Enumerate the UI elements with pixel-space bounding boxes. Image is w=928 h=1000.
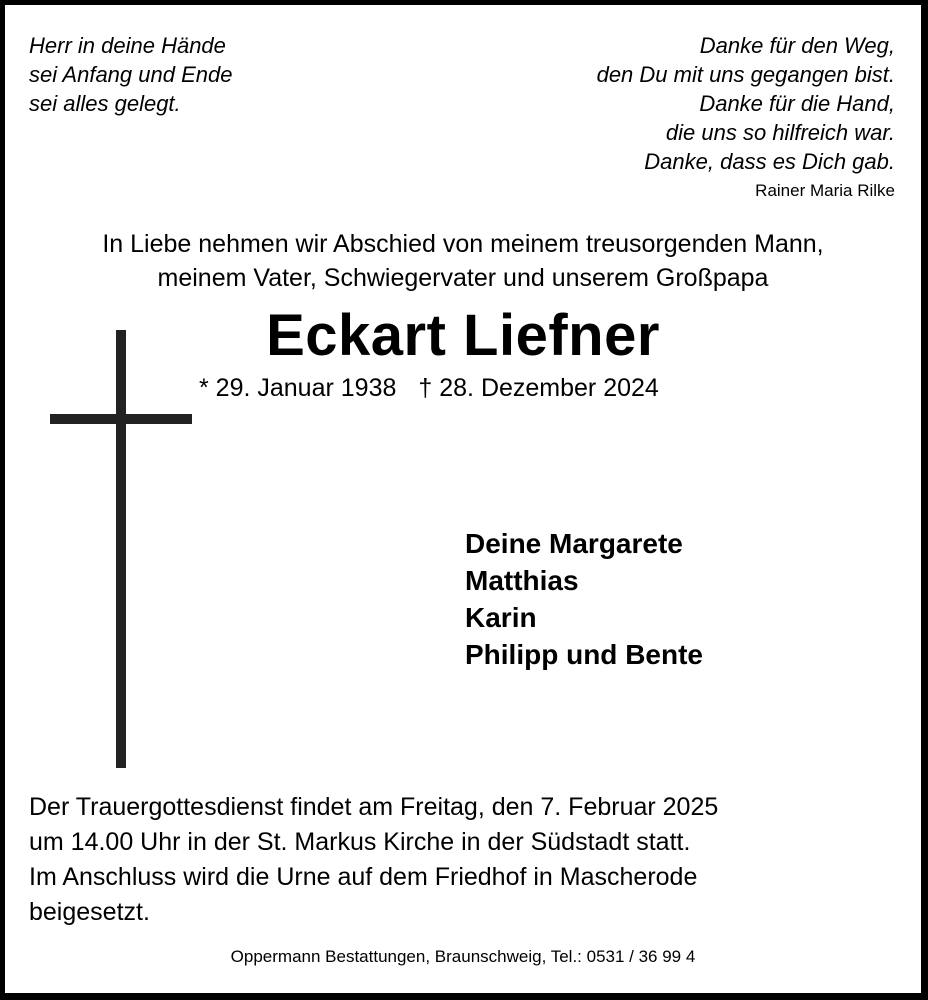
poem-right-line: Danke, dass es Dich gab. xyxy=(644,149,895,174)
poem-right-line: Danke für den Weg, xyxy=(699,33,895,58)
death-date: † 28. Dezember 2024 xyxy=(418,374,659,402)
funeral-home-footer: Oppermann Bestattungen, Braunschweig, Tel.: 0531 / 36 99 4 xyxy=(230,947,696,966)
poem-right-line: Danke für die Hand, xyxy=(699,91,895,116)
family-signatures xyxy=(465,525,703,673)
poem-right xyxy=(597,31,895,206)
service-details xyxy=(29,790,718,930)
poem-left xyxy=(29,31,232,118)
family-member: Philipp und Bente xyxy=(465,639,703,670)
intro-text xyxy=(5,227,921,295)
poem-left-line: Herr in deine Hände xyxy=(29,33,226,58)
obituary-notice xyxy=(5,5,921,993)
family-member: Karin xyxy=(465,602,537,633)
service-line: Der Trauergottesdienst findet am Freitag, den 7. Februar 2025 xyxy=(29,793,719,821)
intro-line: In Liebe nehmen wir Abschied von meinem treusorgenden Mann, xyxy=(102,230,824,258)
intro-line: meinem Vater, Schwiegervater und unserem Großpapa xyxy=(157,264,769,292)
family-member: Deine Margarete xyxy=(465,528,683,559)
service-line: beigesetzt. xyxy=(29,898,150,926)
family-member: Matthias xyxy=(465,565,579,596)
poem-left-line: sei alles gelegt. xyxy=(29,91,181,116)
life-dates xyxy=(199,371,659,405)
cross-icon-bar xyxy=(50,414,192,424)
poem-author: Rainer Maria Rilke xyxy=(755,181,895,200)
service-line: Im Anschluss wird die Urne auf dem Friedhof in Mascherode xyxy=(29,863,698,891)
deceased-name: Eckart Liefner xyxy=(266,303,660,368)
cross-icon xyxy=(116,330,126,768)
service-line: um 14.00 Uhr in der St. Markus Kirche in der Südstadt statt. xyxy=(29,828,691,856)
poem-right-line: die uns so hilfreich war. xyxy=(665,120,895,145)
poem-left-line: sei Anfang und Ende xyxy=(29,62,233,87)
poem-right-line: den Du mit uns gegangen bist. xyxy=(596,62,895,87)
birth-date: * 29. Januar 1938 xyxy=(199,374,397,402)
